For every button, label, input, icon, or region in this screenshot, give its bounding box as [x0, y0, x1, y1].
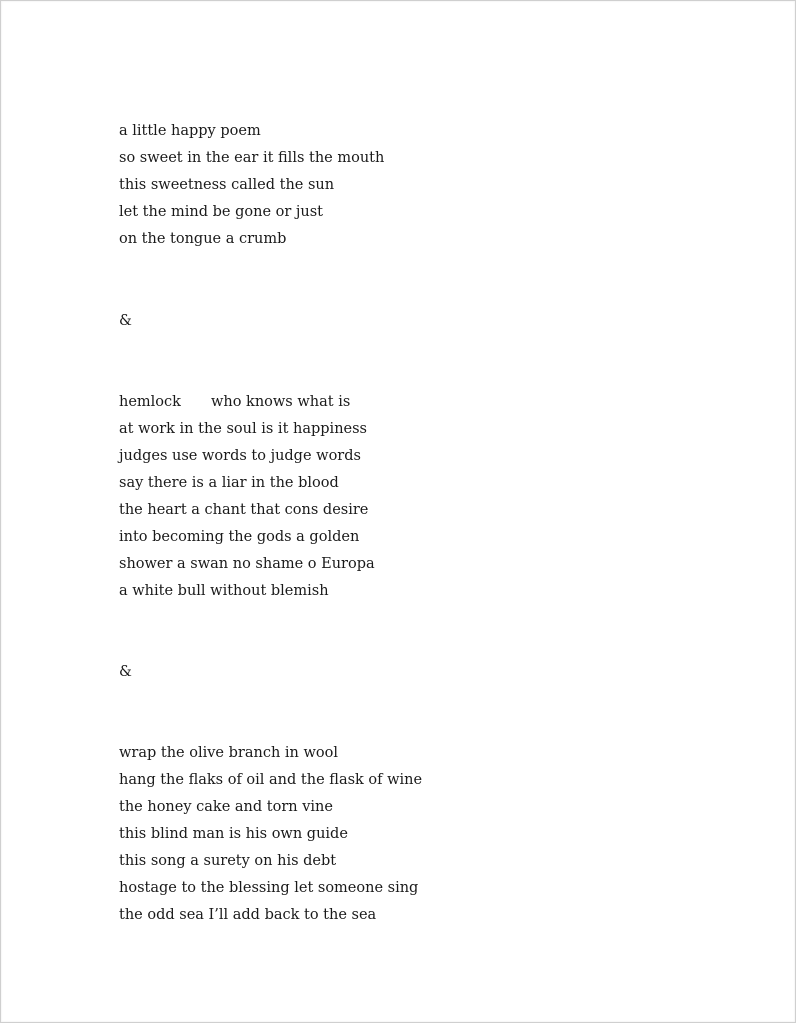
section-separator: [119, 308, 132, 335]
ampersand-separator: &: [119, 313, 132, 329]
ampersand-separator: &: [119, 664, 132, 680]
poem-line: into becoming the gods a golden: [119, 529, 360, 545]
poem-line: at work in the soul is it happiness: [119, 421, 367, 437]
poem-line: the honey cake and torn vine: [119, 799, 333, 815]
poem-line: so sweet in the ear it fills the mouth: [119, 150, 385, 166]
poem-line: judges use words to judge words: [119, 448, 361, 464]
poem-line: [119, 389, 375, 416]
poem-line: the heart a chant that cons desire: [119, 502, 369, 518]
poem-line: a white bull without blemish: [119, 583, 329, 599]
poem-phrase: who knows what is: [210, 394, 351, 410]
section-separator: [119, 659, 132, 686]
poem-line: the odd sea I’ll add back to the sea: [119, 907, 377, 923]
poem-line: hang the flaks of oil and the flask of wine: [119, 772, 423, 788]
poem-line: this song a surety on his debt: [119, 853, 337, 869]
poem-line: a little happy poem: [119, 123, 261, 139]
poem-line: this sweetness called the sun: [119, 177, 335, 193]
poem-line: this blind man is his own guide: [119, 826, 348, 842]
poem-line: say there is a liar in the blood: [119, 475, 339, 491]
poem-line: on the tongue a crumb: [119, 231, 287, 247]
stanza-3: [119, 740, 422, 929]
poem-line: shower a swan no shame o Europa: [119, 556, 375, 572]
poem-word-hemlock: hemlock: [119, 394, 181, 410]
stanza-2: [119, 389, 375, 605]
poem-line: wrap the olive branch in wool: [119, 745, 338, 761]
poem-line: hostage to the blessing let someone sing: [119, 880, 419, 896]
stanza-1: [119, 118, 384, 253]
poem-line: let the mind be gone or just: [119, 204, 324, 220]
